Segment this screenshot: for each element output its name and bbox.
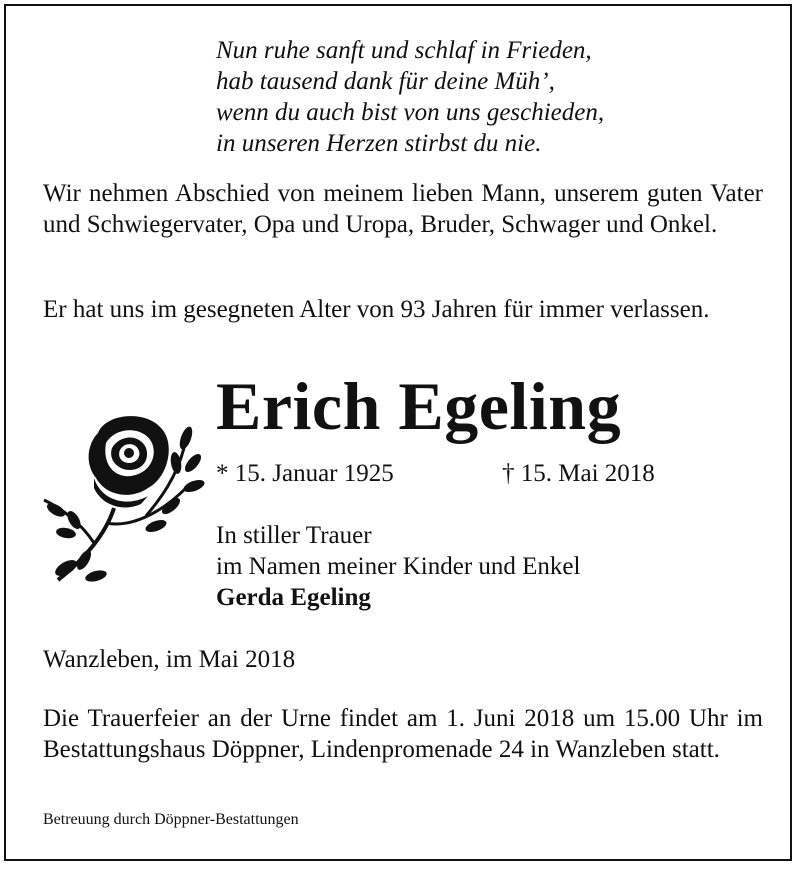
poem-line: hab tausend dank für deine Müh’, bbox=[216, 68, 555, 95]
obituary-notice bbox=[4, 4, 792, 861]
poem-line: wenn du auch bist von uns geschieden, bbox=[216, 99, 605, 126]
mourning-line: im Namen meiner Kinder und Enkel bbox=[216, 553, 581, 580]
mourning-line: In stiller Trauer bbox=[216, 522, 372, 549]
rose-icon bbox=[36, 408, 216, 588]
ceremony-paragraph: Die Trauerfeier an der Urne findet am 1. Juni 2018 um 15.00 Uhr im Bestattungshaus Döppner, Lindenpromenade 24 in Wanzleben statt. bbox=[43, 705, 763, 763]
poem-line: Nun ruhe sanft und schlaf in Frieden, bbox=[216, 37, 592, 64]
poem-line: in unseren Herzen stirbst du nie. bbox=[216, 130, 542, 157]
poem bbox=[216, 35, 604, 159]
deceased-name: Erich Egeling bbox=[216, 368, 622, 444]
age-paragraph: Er hat uns im gesegneten Alter von 93 Jahren für immer verlassen. bbox=[43, 296, 710, 323]
mourning-block bbox=[216, 520, 580, 613]
birth-date: * 15. Januar 1925 bbox=[216, 460, 394, 487]
footer-credit: Betreuung durch Döppner-Bestattungen bbox=[43, 811, 299, 828]
signer-name: Gerda Egeling bbox=[216, 584, 371, 611]
farewell-paragraph: Wir nehmen Abschied von meinem lieben Mann, unserem guten Vater und Schwiegervater, Opa und Uropa, Bruder, Schwager und Onkel. bbox=[43, 180, 763, 238]
place-date: Wanzleben, im Mai 2018 bbox=[43, 646, 296, 673]
death-date: † 15. Mai 2018 bbox=[502, 460, 655, 487]
